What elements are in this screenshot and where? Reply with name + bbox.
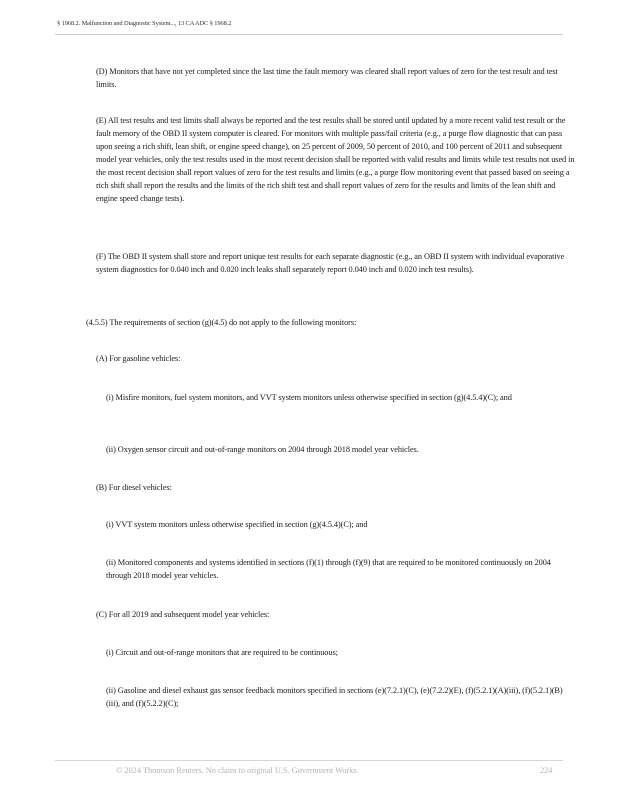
- subsection-a-heading: (A) For gasoline vehicles:: [96, 354, 181, 363]
- header-divider: [55, 34, 563, 35]
- subsection-a-item-i: (i) Misfire monitors, fuel system monitors, and VVT system monitors unless otherwise specified in section (g)(4.5.4)(C); and: [106, 393, 512, 402]
- paragraph-f: (F) The OBD II system shall store and report unique test results for each separate diagnostic (e.g., an OBD II system with individual evaporative system diagnostics for 0.040 inch and 0.020 inch leaks shall separately report 0.040 inch and 0.020 inch test results).: [96, 252, 565, 274]
- paragraph-e: (E) All test results and test limits shall always be reported and the test results shall be stored until updated by a more recent valid test result or the fault memory of the OBD II system computer is cleared. For monitors with multiple pass/fail criteria (e.g., a purge flow diagnostic that can pass upon seeing a rich shift, lean shift, or engine speed change), on 25 percent of 2009, 50 percent of 2010, and 100 percent of 2011 and subsequent model year vehicles, only the test results used in the most recent decision shall be reported with valid results and limits while test results not used in the most recent decision shall report values of zero for the test results and limits (e.g., a purge flow monitoring event that passed based on seeing a rich shift shall report the results and the limits of the rich shift test and shall report values of zero for the results and limits of the lean shift and engine speed change tests).: [96, 116, 575, 203]
- subsection-c-heading: (C) For all 2019 and subsequent model year vehicles:: [96, 610, 270, 619]
- subsection-a-item-ii: (ii) Oxygen sensor circuit and out-of-range monitors on 2004 through 2018 model year vehicles.: [106, 445, 419, 454]
- subsection-b-item-ii: (ii) Monitored components and systems identified in sections (f)(1) through (f)(9) that are required to be monitored continuously on 2004 through 2018 model year vehicles.: [106, 558, 551, 580]
- subsection-c-item-i: (i) Circuit and out-of-range monitors that are required to be continuous;: [106, 648, 338, 657]
- paragraph-d: (D) Monitors that have not yet completed since the last time the fault memory was cleared shall report values of zero for the test result and test limits.: [96, 67, 558, 89]
- subsection-b-item-i: (i) VVT system monitors unless otherwise specified in section (g)(4.5.4)(C); and: [106, 520, 368, 529]
- running-header-citation: § 1968.2. Malfunction and Diagnostic System..., 13 CA ADC § 1968.2: [57, 20, 232, 27]
- page-number: 224: [540, 766, 553, 775]
- footer-divider: [55, 760, 563, 761]
- subsection-c-item-ii: (ii) Gasoline and diesel exhaust gas sensor feedback monitors specified in sections (e)(7.2.1)(C), (e)(7.2.2)(E), (f)(5.2.1)(A)(iii), (f)(5.2.1)(B)(iii), and (f)(5.2.2)(C);: [106, 686, 563, 708]
- subsection-b-heading: (B) For diesel vehicles:: [96, 483, 172, 492]
- footer-copyright: © 2024 Thomson Reuters. No claim to original U.S. Government Works.: [116, 766, 359, 775]
- section-4-5-5: (4.5.5) The requirements of section (g)(4.5) do not apply to the following monitors:: [86, 318, 357, 327]
